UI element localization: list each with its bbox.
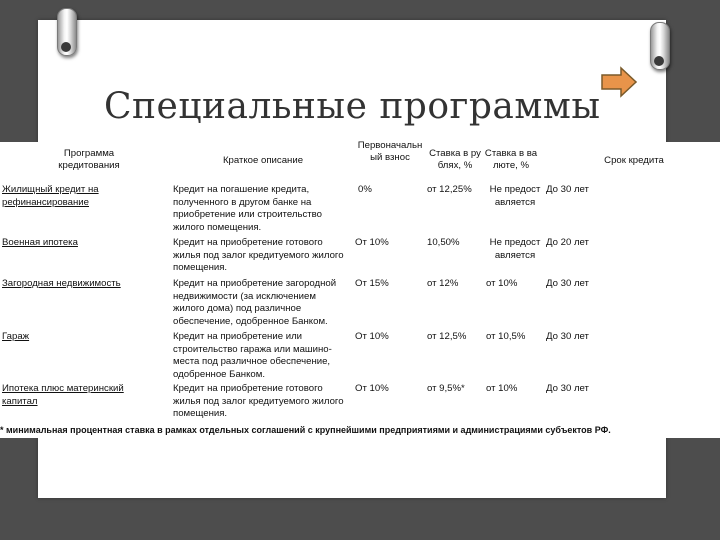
row-term: До 30 лет: [546, 278, 589, 289]
binder-ring-right: [650, 22, 670, 70]
row-program-garage[interactable]: Гараж: [2, 331, 30, 342]
row-rate-rub: 10,50%: [427, 237, 460, 248]
row-program-mortgage-maternity-capital[interactable]: Ипотека плюс материнский капитал: [2, 383, 124, 407]
row-description: Кредит на погашение кредита, полученного в другом банке на приобретение или строительство жилого помещения.: [173, 184, 322, 233]
row-program-country-property[interactable]: Загородная недвижимость: [2, 278, 121, 289]
row-term: До 30 лет: [546, 184, 589, 195]
row-term: До 30 лет: [546, 383, 589, 394]
row-down-payment: От 10%: [355, 331, 389, 342]
row-rate-fx: Не предост авляется: [489, 237, 541, 261]
header-down-payment: Первоначальн ый взнос: [357, 140, 423, 163]
row-down-payment: 0%: [358, 184, 372, 195]
row-rate-fx: Не предост авляется: [489, 184, 541, 208]
row-down-payment: От 15%: [355, 278, 389, 289]
header-program: Программа кредитования: [58, 148, 120, 171]
row-term: До 20 лет: [546, 237, 589, 248]
row-description: Кредит на приобретение готового жилья под залог кредитуемого жилого помещения.: [173, 237, 344, 273]
binder-ring-left: [57, 8, 77, 56]
row-rate-rub: от 12%: [427, 278, 459, 289]
row-rate-rub: от 9,5%*: [427, 383, 465, 394]
footnote: * минимальная процентная ставка в рамках отдельных соглашений с крупнейшими предприятиями и администрациями субъектов РФ.: [0, 425, 611, 435]
row-rate-rub: от 12,5%: [427, 331, 467, 342]
row-description: Кредит на приобретение загородной недвижимости (за исключением жилого дома) под различное обеспечение, одобренное Банком.: [173, 278, 337, 327]
row-program-military-mortgage[interactable]: Военная ипотека: [2, 237, 78, 248]
row-term: До 30 лет: [546, 331, 589, 342]
row-description: Кредит на приобретение готового жилья под залог кредитуемого жилого помещения.: [173, 383, 344, 419]
header-rate-rub: Ставка в ру блях, %: [429, 148, 481, 171]
next-arrow-icon[interactable]: [601, 66, 637, 98]
row-rate-fx: от 10%: [486, 278, 518, 289]
row-rate-fx: от 10,5%: [486, 331, 526, 342]
row-program-refinancing[interactable]: Жилищный кредит на рефинансирование: [2, 184, 99, 208]
header-term: Срок кредита: [604, 155, 664, 166]
row-down-payment: От 10%: [355, 383, 389, 394]
row-description: Кредит на приобретение или строительство гаража или машино- места под различное обеспечение, одобренное Банком.: [173, 331, 332, 380]
header-rate-fx: Ставка в ва люте, %: [484, 148, 538, 171]
row-down-payment: От 10%: [355, 237, 389, 248]
page-title: Специальные программы: [104, 86, 601, 127]
header-description: Краткое описание: [222, 155, 304, 166]
row-rate-fx: от 10%: [486, 383, 518, 394]
row-rate-rub: от 12,25%: [427, 184, 472, 195]
